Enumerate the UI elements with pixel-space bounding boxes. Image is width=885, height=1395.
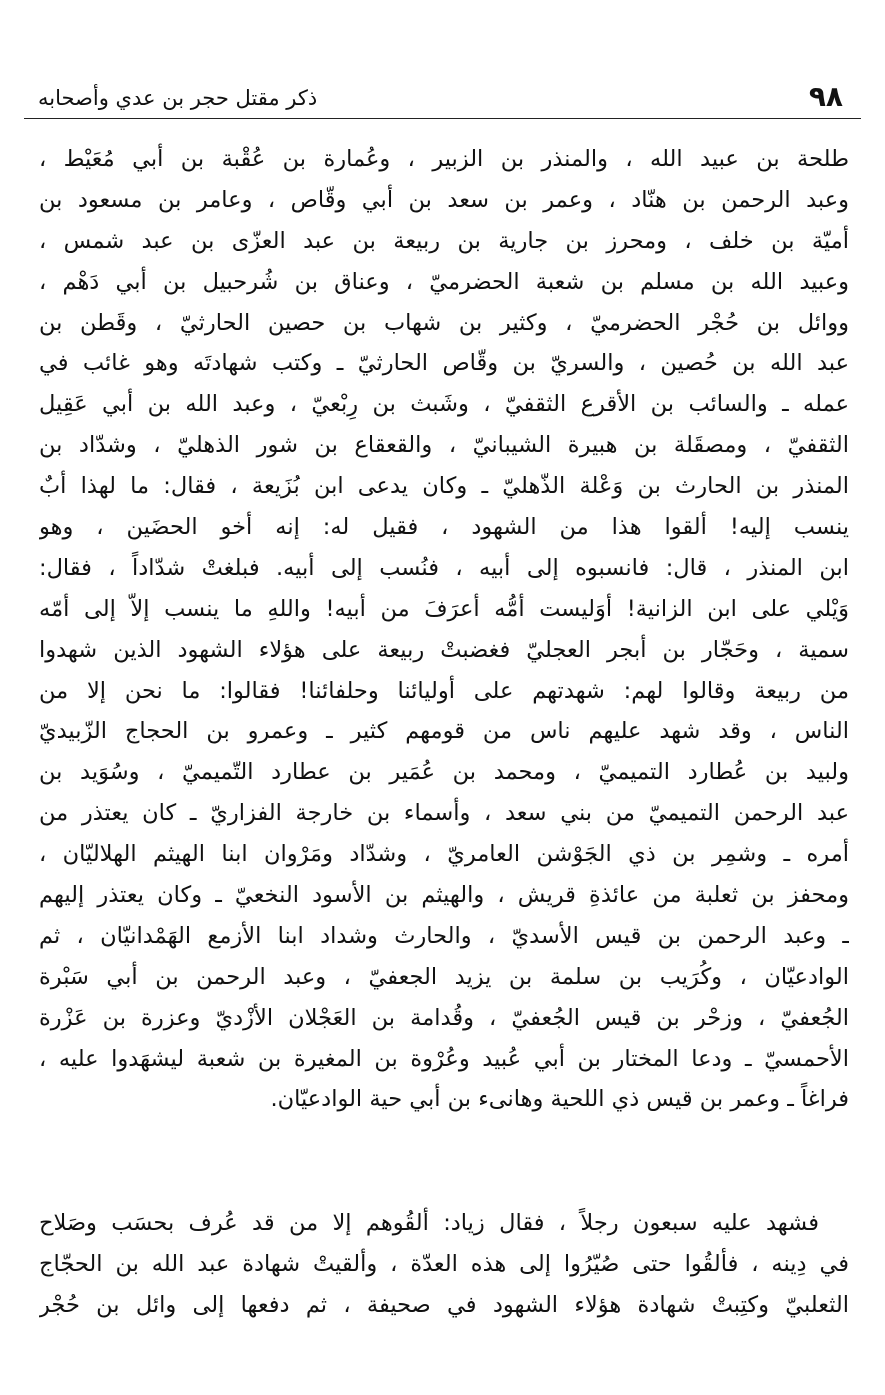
paragraph-1 bbox=[39, 139, 849, 1120]
text-line: الثعلبيّ وكتِبتْ شهادة هؤلاء الشهود في صحيفة ، ثم دفعها إلى وائل بن حُجْر bbox=[39, 1291, 849, 1318]
text-line: أميّة بن خلف ، ومحرز بن جارية بن ربيعة بن عبد العزّى بن عبد شمس ، bbox=[39, 227, 849, 254]
text-line: الجُعفيّ ، وزحْر بن قيس الجُعفيّ ، وقُدامة بن العَجْلان الأزْديّ وعزرة بن عَزْرة bbox=[39, 1004, 849, 1031]
text-line: أمره ـ وشمِر بن ذي الجَوْشن العامريّ ، وشدّاد ومَرْوان ابنا الهيثم الهلاليّان ، bbox=[39, 841, 849, 868]
header-divider bbox=[24, 118, 861, 119]
text-line: في دِينه ، فألقُوا حتى صُيّرُوا إلى هذه العدّة ، وألقيتْ شهادة عبد الله بن الحجّاج bbox=[39, 1250, 849, 1277]
text-line: المنذر بن الحارث بن وَعْلة الذّهليّ ـ وكان يدعى ابن بُزَيعة ، فقال: ما لهذا أبٌ bbox=[39, 473, 849, 500]
text-line: عبد الرحمن التميميّ من بني سعد ، وأسماء بن خارجة الفزاريّ ـ كان يعتذر من bbox=[39, 800, 849, 827]
paragraph-2 bbox=[39, 1203, 849, 1326]
running-title: ذكر مقتل حجر بن عدي وأصحابه bbox=[38, 86, 318, 110]
text-line: ينسب إليه! ألقوا هذا من الشهود ، فقيل له: إنه أخو الحضَين ، وهو bbox=[39, 514, 849, 541]
text-line: فشهد عليه سبعون رجلاً ، فقال زياد: ألقُوهم إلا من قد عُرف بحسَب وصَلاح bbox=[39, 1210, 819, 1236]
text-line: وعبد الرحمن بن هنّاد ، وعمر بن سعد بن أبي وقّاص ، وعامر بن مسعود بن bbox=[39, 186, 849, 213]
text-line: الناس ، وقد شهد عليهم ناس من قومهم كثير ـ وعمرو بن الحجاج الزّبيديّ bbox=[39, 718, 849, 745]
page-number: ٩٨ bbox=[808, 80, 843, 113]
text-line: ومحفز بن ثعلبة من عائذةِ قريش ، والهيثم بن الأسود النخعيّ ـ وكان يعتذر إليهم bbox=[39, 882, 849, 909]
text-line: ـ وعبد الرحمن بن قيس الأسديّ ، والحارث وشداد ابنا الأزمع الهَمْدانيّان ، ثم bbox=[39, 922, 849, 949]
text-line: الأحمسيّ ـ ودعا المختار بن أبي عُبيد وعُرْوة بن المغيرة بن شعبة ليشهَدوا عليه ، bbox=[39, 1045, 849, 1072]
text-line: ووائل بن حُجْر الحضرميّ ، وكثير بن شهاب بن حصين الحارثيّ ، وقَطن بن bbox=[39, 309, 849, 336]
text-line: عمله ـ والسائب بن الأقرع الثقفيّ ، وشَبث بن رِبْعيّ ، وعبد الله بن أبي عَقِيل bbox=[39, 391, 849, 418]
text-line: وعبيد الله بن مسلم بن شعبة الحضرميّ ، وعناق بن شُرحبيل بن أبي دَهْم ، bbox=[39, 268, 849, 295]
page-header bbox=[24, 78, 861, 118]
text-line: وَيْلي على ابن الزانية! أوَليست أمُّه أعرَفَ من أبيه! واللهِ ما ينسب إلاّ إلى أمّه bbox=[39, 595, 849, 622]
text-line: فراغاً ـ وعمر بن قيس ذي اللحية وهانىء بن أبي حية الوادعيّان. bbox=[270, 1086, 849, 1113]
text-line: سمية ، وحَجّار بن أبجر العجليّ فغضبتْ ربيعة على هؤلاء الشهود الذين شهدوا bbox=[39, 636, 849, 663]
text-line: ولبيد بن عُطارد التميميّ ، ومحمد بن عُمَير بن عطارد التّميميّ ، وسُوَيد بن bbox=[39, 759, 849, 786]
text-line: الثقفيّ ، ومصقَلة بن هبيرة الشيبانيّ ، والقعقاع بن شور الذهليّ ، وشدّاد بن bbox=[39, 432, 849, 459]
text-line: من ربيعة وقالوا لهم: شهدتهم على أوليائنا وحلفائنا! فقالوا: ما نحن إلا من bbox=[39, 677, 849, 704]
text-line: طلحة بن عبيد الله ، والمنذر بن الزبير ، وعُمارة بن عُقْبة بن أبي مُعَيْط ، bbox=[39, 146, 849, 172]
text-line: ابن المنذر ، قال: فانسبوه إلى أبيه ، فنُسب إلى أبيه. فبلغتْ شدّاداً ، فقال: bbox=[39, 554, 849, 581]
text-line: الوادعيّان ، وكُرَيب بن سلمة بن يزيد الجعفيّ ، وعبد الرحمن بن أبي سَبْرة bbox=[39, 963, 849, 990]
text-line: عبد الله بن حُصين ، والسريّ بن وقّاص الحارثيّ ـ وكتب شهادتَه وهو غائب في bbox=[39, 350, 849, 377]
